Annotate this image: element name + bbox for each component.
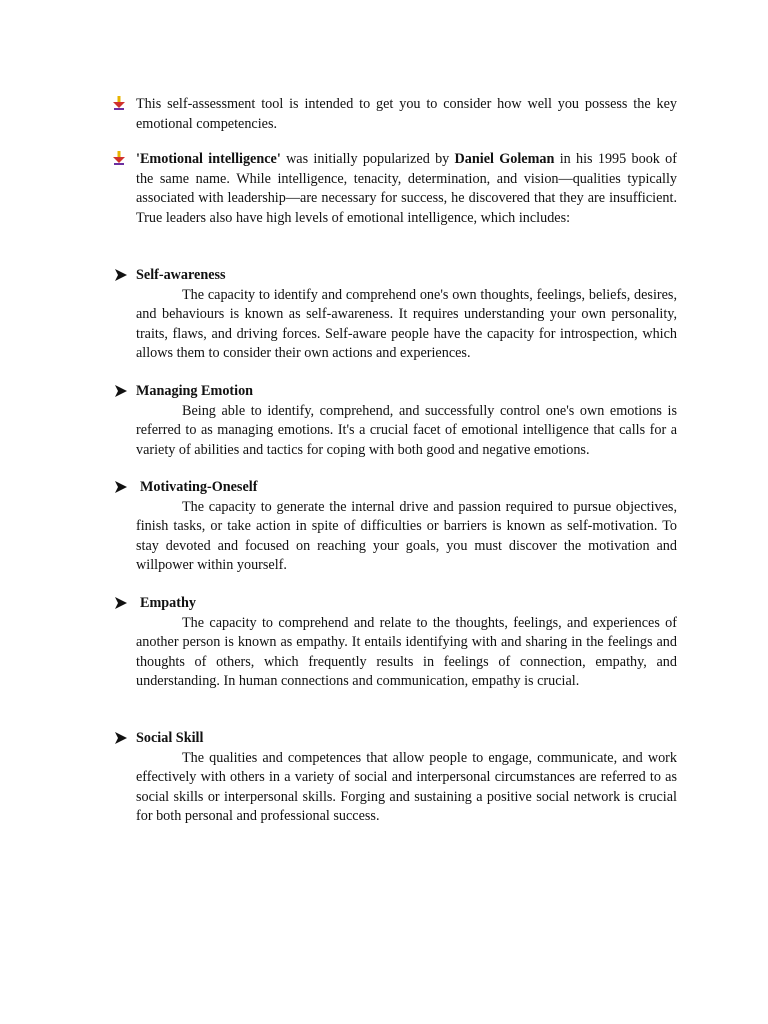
section-title: Empathy (140, 595, 196, 611)
arrowhead-bullet-icon (114, 384, 128, 398)
ei-term: 'Emotional intelligence' (136, 151, 281, 167)
arrowhead-bullet-icon (114, 731, 128, 745)
intro-text: This self-assessment tool is intended to get you to consider how well you possess the key emotional competencies. (136, 96, 677, 132)
colorful-down-arrow-icon (112, 151, 126, 165)
arrowhead-bullet-icon (114, 480, 128, 494)
section-title: Motivating-Oneself (140, 479, 258, 495)
section-title: Managing Emotion (136, 383, 254, 399)
arrowhead-bullet-icon (114, 268, 128, 282)
section-title: Self-awareness (136, 267, 226, 283)
section-body: Being able to identify, comprehend, and successfully control one's own emotions is referred to as managing emotions. It's a crucial facet of emotional intelligence that calls for a variety of abilities and tactics for coping with both good and negative emotions. (136, 402, 677, 458)
colorful-down-arrow-icon (112, 96, 126, 110)
intro-paragraph (136, 95, 677, 134)
section-empathy (136, 594, 677, 692)
section-body: The capacity to comprehend and relate to the thoughts, feelings, and experiences of another person is known as empathy. It entails identifying with and sharing in the feelings and thoughts of others, which frequently results in feelings of connection, empathy, and understanding. In human connections and communication, empathy is crucial. (136, 614, 677, 689)
section-self-awareness (136, 266, 677, 364)
section-managing-emotion (136, 382, 677, 460)
ei-author: Daniel Goleman (454, 151, 555, 167)
ei-rest-text: in his 1995 book of the same name. While intelligence, tenacity, determination, and vision—qualities typically associated with leadership—are necessary for success, he discovered that they are insufficient. True leaders also have high levels of emotional intelligence, which includes: (136, 151, 677, 226)
section-social-skill (136, 729, 677, 827)
ei-paragraph (136, 150, 677, 228)
arrowhead-bullet-icon (114, 596, 128, 610)
section-body: The capacity to identify and comprehend one's own thoughts, feelings, beliefs, desires, and behaviours is known as self-awareness. It requires understanding your own personality, traits, flaws, and driving forces. Self-aware people have the capacity for introspection, which allows them to consider their own actions and experiences. (136, 286, 677, 361)
section-title: Social Skill (136, 730, 204, 746)
section-body: The capacity to generate the internal drive and passion required to pursue objectives, finish tasks, or take action in spite of difficulties or barriers is known as self-motivation. To stay devoted and focused on reaching your goals, you must discover the motivation and willpower within yourself. (136, 498, 677, 573)
ei-mid-text: was initially popularized by (280, 151, 455, 167)
section-body: The qualities and competences that allow people to engage, communicate, and work effectively with others in a variety of social and interpersonal circumstances are referred to as social skills or interpersonal skills. Forging and sustaining a positive social network is crucial for both personal and professional success. (136, 749, 677, 824)
section-motivating-oneself (136, 478, 677, 576)
